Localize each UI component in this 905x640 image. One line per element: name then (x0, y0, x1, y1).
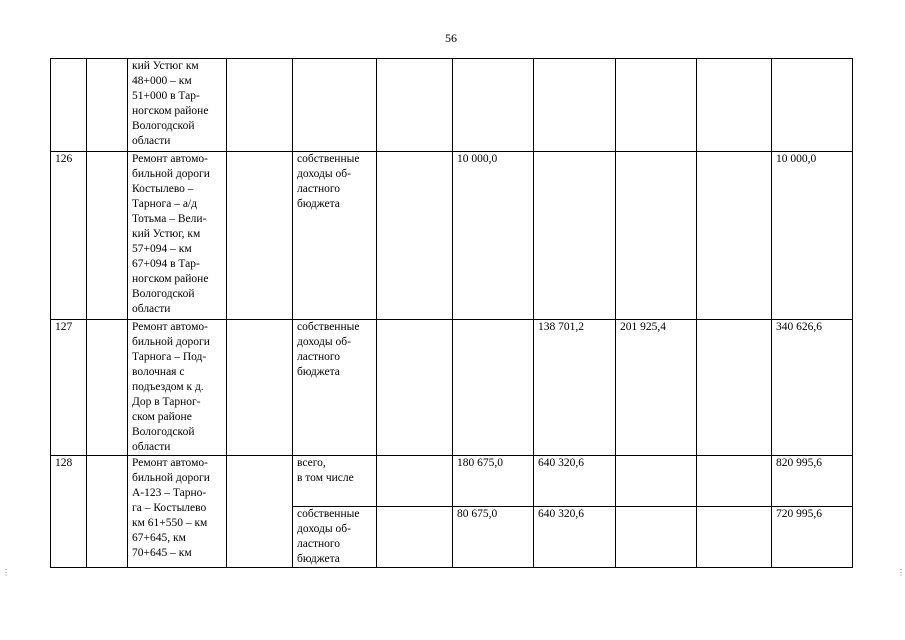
text-line: ногском районе (132, 273, 209, 285)
scan-edge-mark-right: ⋮ (897, 568, 905, 577)
object-name (128, 456, 227, 568)
value-cell (697, 456, 772, 507)
value-cell: 180 675,0 (453, 456, 534, 507)
table-row (51, 59, 853, 152)
value-cell (697, 320, 772, 456)
value-cell (697, 507, 772, 568)
text-line: Вологодской (132, 426, 195, 438)
table-body (51, 59, 853, 568)
value-cell (616, 507, 697, 568)
total-cell: 820 995,6 (772, 456, 853, 507)
text-line: Вологодской (132, 288, 195, 300)
text-line: А-123 – Тарно- (132, 487, 207, 499)
value-cell (616, 152, 697, 320)
text-line: Ремонт автомо- (132, 153, 208, 165)
total-cell (772, 59, 853, 152)
text-line: в том числе (297, 472, 354, 484)
total-cell: 720 995,6 (772, 507, 853, 568)
text-line: км 61+550 – км (132, 517, 208, 529)
text-line: 48+000 – км (132, 75, 192, 87)
text-line: доходы об- (297, 523, 351, 535)
text-line: собственные (297, 321, 360, 333)
text-line: всего, (297, 457, 326, 469)
text-line: бильной дороги (132, 472, 210, 484)
text-line: Ремонт автомо- (132, 457, 208, 469)
funding-source (293, 507, 377, 568)
value-cell: 640 320,6 (534, 456, 616, 507)
value-cell: 138 701,2 (534, 320, 616, 456)
text-line: кий Устюг км (132, 60, 199, 72)
text-line: бильной дороги (132, 168, 210, 180)
text-line: доходы об- (297, 336, 351, 348)
text-line: собственные (297, 508, 360, 520)
text-line: Дор в Тарног- (132, 396, 201, 408)
object-name (128, 59, 227, 152)
text-line: ластного (297, 183, 341, 195)
text-line: ластного (297, 538, 341, 550)
text-line: Ремонт автомо- (132, 321, 208, 333)
text-line: ластного (297, 351, 341, 363)
scan-edge-mark-left: ⋮ (2, 568, 10, 577)
text-line: ногском районе (132, 105, 209, 117)
text-line: 57+094 – км (132, 243, 192, 255)
text-line: подъездом к д. (132, 381, 204, 393)
value-cell: 80 675,0 (453, 507, 534, 568)
table-row (51, 456, 853, 507)
text-line: Вологодской (132, 120, 195, 132)
text-line: доходы об- (297, 168, 351, 180)
table-row (51, 152, 853, 320)
budget-table (50, 58, 853, 568)
text-line: Тарнога – а/д (132, 198, 197, 210)
text-line: 67+094 в Тар- (132, 258, 200, 270)
funding-source (293, 152, 377, 320)
text-line: га – Костылево (132, 502, 207, 514)
value-cell: 201 925,4 (616, 320, 697, 456)
value-cell (453, 320, 534, 456)
text-line: ском районе (132, 411, 192, 423)
text-line: области (132, 441, 171, 453)
table-row (51, 320, 853, 456)
page-number: 56 (445, 31, 457, 45)
value-cell (616, 456, 697, 507)
value-cell: 640 320,6 (534, 507, 616, 568)
text-line: Костылево – (132, 183, 194, 195)
row-number: 128 (51, 456, 87, 568)
value-cell (453, 59, 534, 152)
value-cell (534, 152, 616, 320)
value-cell (697, 59, 772, 152)
object-name (128, 320, 227, 456)
text-line: Тотьма – Вели- (132, 213, 207, 225)
funding-source (293, 456, 377, 507)
text-line: бюджета (297, 198, 340, 210)
row-number: 127 (51, 320, 87, 456)
text-line: 67+645, км (132, 532, 186, 544)
value-cell: 10 000,0 (453, 152, 534, 320)
text-line: кий Устюг, км (132, 228, 201, 240)
value-cell (616, 59, 697, 152)
text-line: бюджета (297, 553, 340, 565)
row-number (51, 59, 87, 152)
text-line: 70+645 – км (132, 547, 192, 559)
text-line: бильной дороги (132, 336, 210, 348)
row-number: 126 (51, 152, 87, 320)
text-line: волочная с (132, 366, 185, 378)
value-cell (697, 152, 772, 320)
text-line: области (132, 135, 171, 147)
text-line: области (132, 303, 171, 315)
funding-source (293, 59, 377, 152)
text-line: бюджета (297, 366, 340, 378)
total-cell: 340 626,6 (772, 320, 853, 456)
total-cell: 10 000,0 (772, 152, 853, 320)
text-line: собственные (297, 153, 360, 165)
object-name (128, 152, 227, 320)
text-line: Тарнога – Под- (132, 351, 207, 363)
funding-source (293, 320, 377, 456)
value-cell (534, 59, 616, 152)
text-line: 51+000 в Тар- (132, 90, 200, 102)
